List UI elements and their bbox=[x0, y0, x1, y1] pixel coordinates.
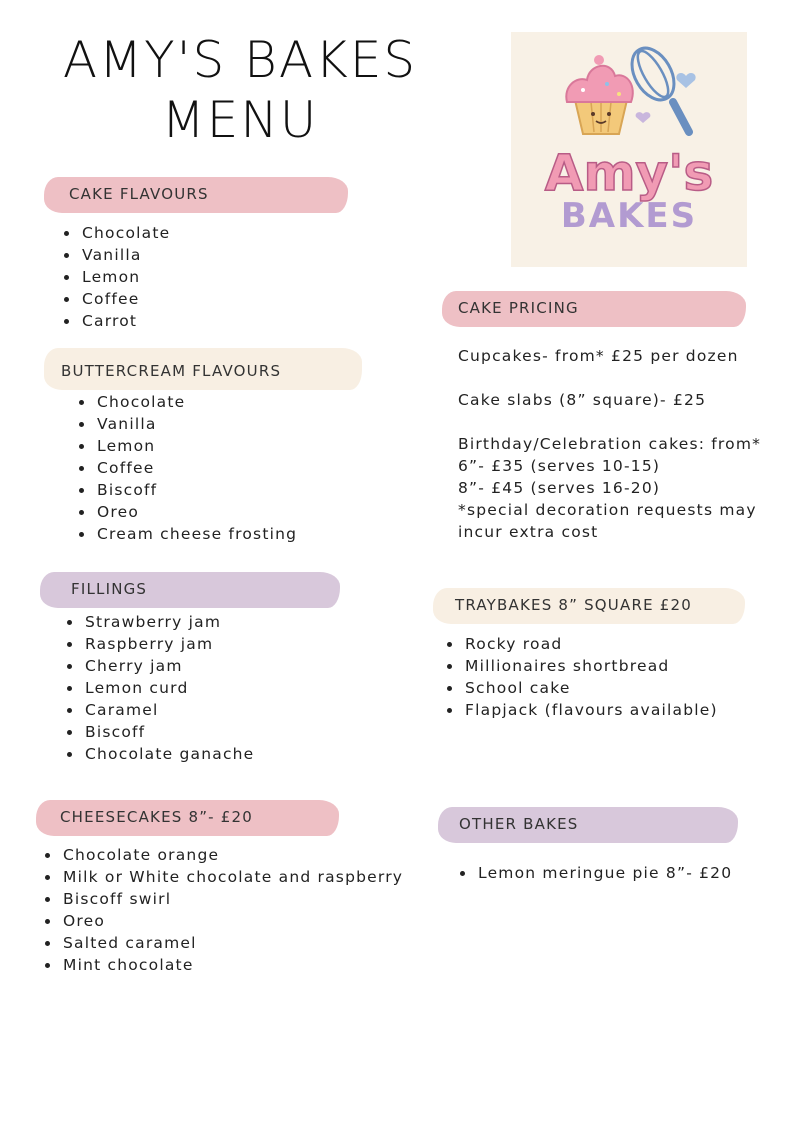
menu-title-line1: AMY'S BAKES bbox=[62, 31, 418, 89]
list-item: • Chocolate orange bbox=[61, 844, 403, 866]
amys-bakes-logo bbox=[511, 32, 747, 267]
logo-text-bottom: BAKES bbox=[560, 196, 698, 236]
cheesecakes-heading-bg bbox=[36, 800, 339, 836]
other-bakes-list bbox=[456, 862, 732, 884]
buttercream-heading: BUTTERCREAM FLAVOURS bbox=[61, 362, 282, 380]
traybakes-list bbox=[443, 633, 718, 721]
list-item: • Caramel bbox=[83, 699, 254, 721]
cupcake-icon bbox=[566, 55, 632, 134]
list-item: • Rocky road bbox=[463, 633, 718, 655]
pricing-celebration-title: Birthday/Celebration cakes: from* bbox=[458, 435, 762, 453]
whisk-icon bbox=[623, 41, 689, 132]
list-item: • Biscoff swirl bbox=[61, 888, 403, 910]
pricing-six-inch: 6”- £35 (serves 10-15) bbox=[458, 457, 661, 475]
list-item: • Strawberry jam bbox=[83, 611, 254, 633]
pricing-cupcakes: Cupcakes- from* £25 per dozen bbox=[458, 347, 739, 365]
list-item: • Millionaires shortbread bbox=[463, 655, 718, 677]
list-item: • Flapjack (flavours available) bbox=[463, 699, 718, 721]
cheesecakes-list bbox=[41, 844, 403, 976]
list-item: • Vanilla bbox=[80, 244, 170, 266]
heart-icon bbox=[636, 112, 651, 123]
list-item: • Oreo bbox=[95, 501, 297, 523]
list-item: • Coffee bbox=[95, 457, 297, 479]
list-item: • Cherry jam bbox=[83, 655, 254, 677]
cake-pricing-heading: CAKE PRICING bbox=[458, 299, 579, 317]
list-item: • Chocolate bbox=[80, 222, 170, 244]
list-item: • Salted caramel bbox=[61, 932, 403, 954]
list-item: • Oreo bbox=[61, 910, 403, 932]
fillings-list bbox=[63, 611, 254, 765]
fillings-heading-bg bbox=[40, 572, 340, 608]
list-item: • Raspberry jam bbox=[83, 633, 254, 655]
list-item: • Lemon bbox=[80, 266, 170, 288]
menu-title-line2: MENU bbox=[161, 91, 319, 149]
list-item: • Cream cheese frosting bbox=[95, 523, 297, 545]
list-item: • Lemon bbox=[95, 435, 297, 457]
menu-title bbox=[40, 30, 440, 150]
heart-icon bbox=[676, 73, 695, 88]
list-item: • Lemon curd bbox=[83, 677, 254, 699]
pricing-slabs: Cake slabs (8” square)- £25 bbox=[458, 391, 707, 409]
cake-pricing-heading-bg bbox=[442, 291, 746, 327]
buttercream-list bbox=[75, 391, 297, 545]
list-item: • Carrot bbox=[80, 310, 170, 332]
cake-pricing-details bbox=[458, 345, 778, 543]
list-item: • Biscoff bbox=[83, 721, 254, 743]
traybakes-heading-bg bbox=[433, 588, 745, 624]
list-item: • Chocolate bbox=[95, 391, 297, 413]
cake-flavours-heading: CAKE FLAVOURS bbox=[69, 185, 209, 203]
cake-flavours-list bbox=[60, 222, 170, 332]
cheesecakes-heading: CHEESECAKES 8”- £20 bbox=[60, 808, 253, 826]
fillings-heading: FILLINGS bbox=[71, 580, 148, 598]
list-item: • Chocolate ganache bbox=[83, 743, 254, 765]
list-item: • Biscoff bbox=[95, 479, 297, 501]
list-item: • School cake bbox=[463, 677, 718, 699]
logo-text-top: Amy's bbox=[544, 144, 714, 202]
traybakes-heading: TRAYBAKES 8” SQUARE £20 bbox=[455, 596, 692, 614]
list-item: • Lemon meringue pie 8”- £20 bbox=[476, 862, 732, 884]
list-item: • Vanilla bbox=[95, 413, 297, 435]
other-bakes-heading: OTHER BAKES bbox=[459, 815, 579, 833]
pricing-note-line2: incur extra cost bbox=[458, 523, 599, 541]
buttercream-heading-bg bbox=[44, 348, 362, 390]
other-bakes-heading-bg bbox=[438, 807, 738, 843]
pricing-note-line1: *special decoration requests may bbox=[458, 501, 757, 519]
list-item: • Coffee bbox=[80, 288, 170, 310]
list-item: • Mint chocolate bbox=[61, 954, 403, 976]
list-item: • Milk or White chocolate and raspberry bbox=[61, 866, 403, 888]
cake-flavours-heading-bg bbox=[44, 177, 348, 213]
pricing-eight-inch: 8”- £45 (serves 16-20) bbox=[458, 479, 661, 497]
